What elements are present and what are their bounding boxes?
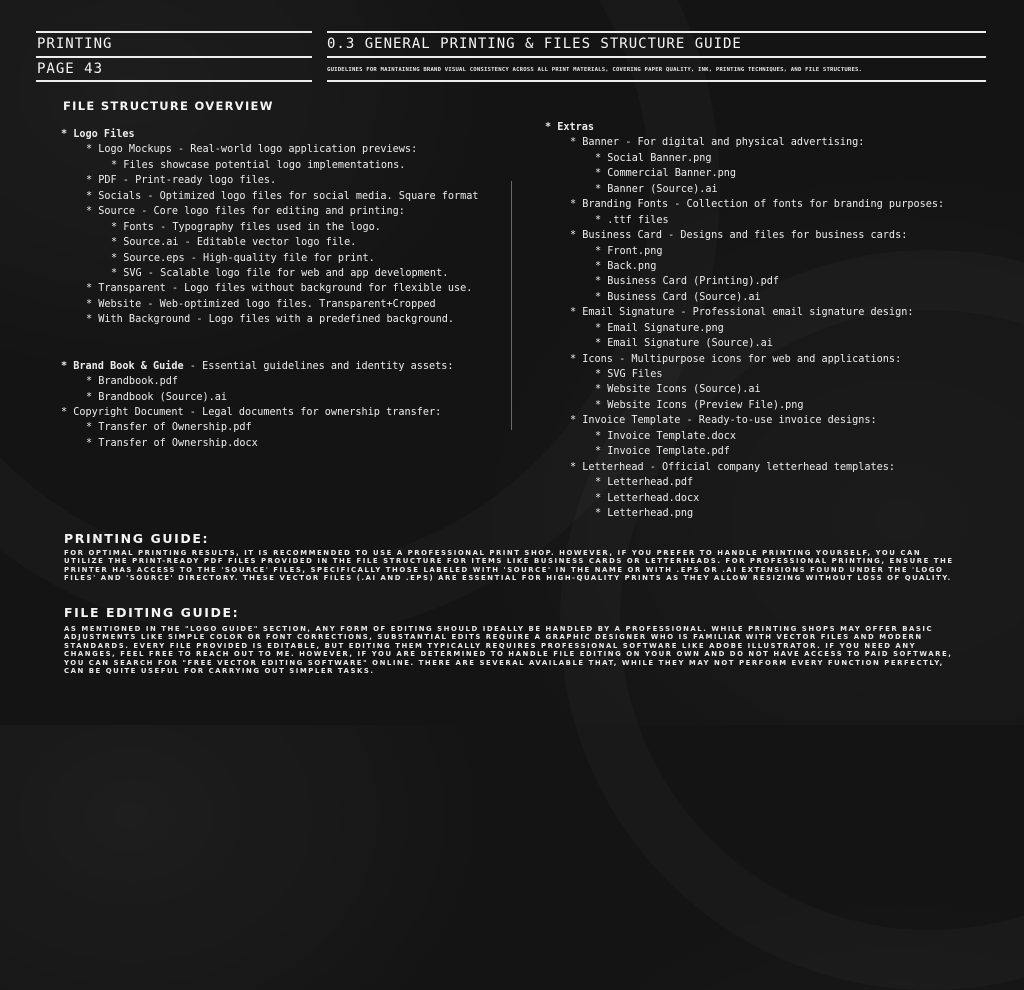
header-rule [327, 56, 986, 58]
header-rule [36, 80, 312, 82]
list-item: * Transfer of Ownership.pdf [86, 422, 252, 434]
editing-guide-title: FILE EDITING GUIDE: [64, 605, 240, 620]
list-item: * Front.png [595, 245, 663, 257]
tree-heading-logo-files: * Logo Files [61, 129, 135, 140]
list-item: * With Background - Logo files with a predefined background. [86, 314, 455, 326]
list-item: * Transparent - Logo files without background for flexible use. [86, 283, 473, 295]
list-item: * SVG - Scalable logo file for web and app development. [111, 267, 449, 279]
list-item: * Transfer of Ownership.docx [86, 437, 258, 449]
list-item: * Source.eps - High-quality file for print. [111, 252, 375, 264]
tree-heading-extras: * Extras [545, 122, 595, 133]
list-item: * Icons - Multipurpose icons for web and applications: [570, 353, 902, 365]
list-item: * .ttf files [595, 214, 669, 226]
list-item: * Invoice Template.docx [595, 430, 737, 442]
list-item: * Commercial Banner.png [595, 168, 737, 180]
list-item: * Files showcase potential logo implementations. [111, 159, 406, 171]
list-item: * Website - Web-optimized logo files. Transparent+Cropped [86, 298, 436, 310]
list-item: * Website Icons (Preview File).png [595, 399, 804, 411]
printing-guide-title: PRINTING GUIDE: [64, 531, 210, 546]
tree-heading-desc: - Essential guidelines and identity assets: [183, 360, 454, 372]
list-item: * Branding Fonts - Collection of fonts for branding purposes: [570, 199, 945, 211]
section-label: PRINTING [37, 36, 113, 52]
list-item: * PDF - Print-ready logo files. [86, 175, 277, 187]
column-divider [511, 181, 512, 430]
overview-title: FILE STRUCTURE OVERVIEW [63, 99, 274, 113]
list-item: * Letterhead.png [595, 507, 694, 519]
list-item: * Website Icons (Source).ai [595, 384, 761, 396]
page-title: 0.3 GENERAL PRINTING & FILES STRUCTURE GUIDE [327, 36, 742, 52]
list-item: * Letterhead.pdf [595, 477, 694, 489]
list-item: * Brandbook (Source).ai [86, 391, 228, 403]
header-rule [327, 31, 986, 33]
list-item: * Business Card (Printing).pdf [595, 276, 780, 288]
list-item: * Source.ai - Editable vector logo file. [111, 237, 357, 249]
right-file-tree [545, 120, 944, 521]
header-rule [36, 31, 312, 33]
list-item: * Source - Core logo files for editing and printing: [86, 206, 405, 218]
left-file-tree [61, 127, 479, 451]
list-item: * Email Signature.png [595, 322, 724, 334]
list-item: * Logo Mockups - Real-world logo application previews: [86, 144, 418, 156]
list-item: * Socials - Optimized logo files for social media. Square format [86, 190, 479, 202]
list-item: * Invoice Template.pdf [595, 446, 730, 458]
list-item: * SVG Files [595, 369, 663, 380]
page-subtitle: GUIDELINES FOR MAINTAINING BRAND VISUAL CONSISTENCY ACROSS ALL PRINT MATERIALS, COVERING PAPER QUALITY, INK, PRINTING TECHNIQUES, AND FILE STRUCTURES. [327, 67, 863, 73]
list-item: * Business Card - Designs and files for business cards: [570, 230, 908, 242]
header-rule [36, 56, 312, 58]
header-rule [327, 80, 986, 82]
list-item: * Fonts - Typography files used in the logo. [111, 221, 381, 233]
list-item: * Business Card (Source).ai [595, 291, 761, 303]
list-item: * Letterhead.docx [595, 492, 700, 504]
page-number: PAGE 43 [37, 61, 104, 77]
list-item: * Email Signature (Source).ai [595, 338, 773, 350]
list-item: * Banner (Source).ai [595, 183, 718, 195]
list-item: * Email Signature - Professional email signature design: [570, 307, 914, 319]
list-item: * Brandbook.pdf [86, 376, 179, 388]
list-item: * Copyright Document - Legal documents for ownership transfer: [61, 407, 442, 418]
list-item: * Letterhead - Official company letterhead templates: [570, 461, 896, 473]
editing-guide-text: AS MENTIONED IN THE "LOGO GUIDE" SECTION, ANY FORM OF EDITING SHOULD IDEALLY BE HANDLED BY A PROFESSIONAL. WHILE PRINTING SHOPS MAY OFFER BASIC ADJUSTMENTS LIKE SIMPLE COLOR OR FONT CORRECTIONS, SUBSTANTIAL EDITS REQUIRE A GRAPHIC DESIGNER WHO IS FAMILIAR WITH VECTOR FILES AND MODERN STANDARDS. EVERY FILE PROVIDED IS EDITABLE, BUT EDITING THEM TYPICALLY REQUIRES PROFESSIONAL SOFTWARE LIKE ADOBE ILLUSTRATOR. IF YOU NEED ANY CHANGES, FEEL FREE TO REACH OUT TO ME. HOWEVER, IF YOU ARE DETERMINED TO HANDLE FILE EDITING ON YOUR OWN AND DO NOT HAVE ACCESS TO PAID SOFTWARE, YOU CAN SEARCH FOR "FREE VECTOR EDITING SOFTWARE" ONLINE. THERE ARE SEVERAL AVAILABLE THAT, WHILE THEY MAY NOT PERFORM EVERY FUNCTION PERFECTLY, CAN BE QUITE USEFUL FOR CARRYING OUT SIMPLER TASKS. [64, 625, 953, 676]
list-item: * Banner - For digital and physical advertising: [570, 137, 865, 149]
list-item: * Social Banner.png [595, 152, 712, 164]
printing-guide-text: FOR OPTIMAL PRINTING RESULTS, IT IS RECOMMENDED TO USE A PROFESSIONAL PRINT SHOP. HOWEVER, IF YOU PREFER TO HANDLE PRINTING YOURSELF, YOU CAN UTILIZE THE PRINT-READY PDF FILES PROVIDED IN THE FILE STRUCTURE FOR ITEMS LIKE BUSINESS CARDS OR LETTERHEADS. FOR PROFESSIONAL PRINTING, ENSURE THE PRINTER HAS ACCESS TO THE 'SOURCE' FILES, SPECIFICALLY THOSE LABELED WITH 'SOURCE' IN THE NAME OR WITH .EPS OR .AI EXTENSIONS FOUND UNDER THE 'LOGO FILES' AND 'SOURCE' DIRECTORY. THESE VECTOR FILES (.AI AND .EPS) ARE ESSENTIAL FOR HIGH-QUALITY PRINTS AS THEY ALLOW RESIZING WITHOUT LOSS OF QUALITY. [64, 549, 954, 583]
tree-heading-brand-book: * Brand Book & Guide - Essential guidelines and identity assets: [61, 360, 454, 372]
list-item: * Back.png [595, 260, 657, 272]
list-item: * Invoice Template - Ready-to-use invoice designs: [570, 415, 877, 427]
